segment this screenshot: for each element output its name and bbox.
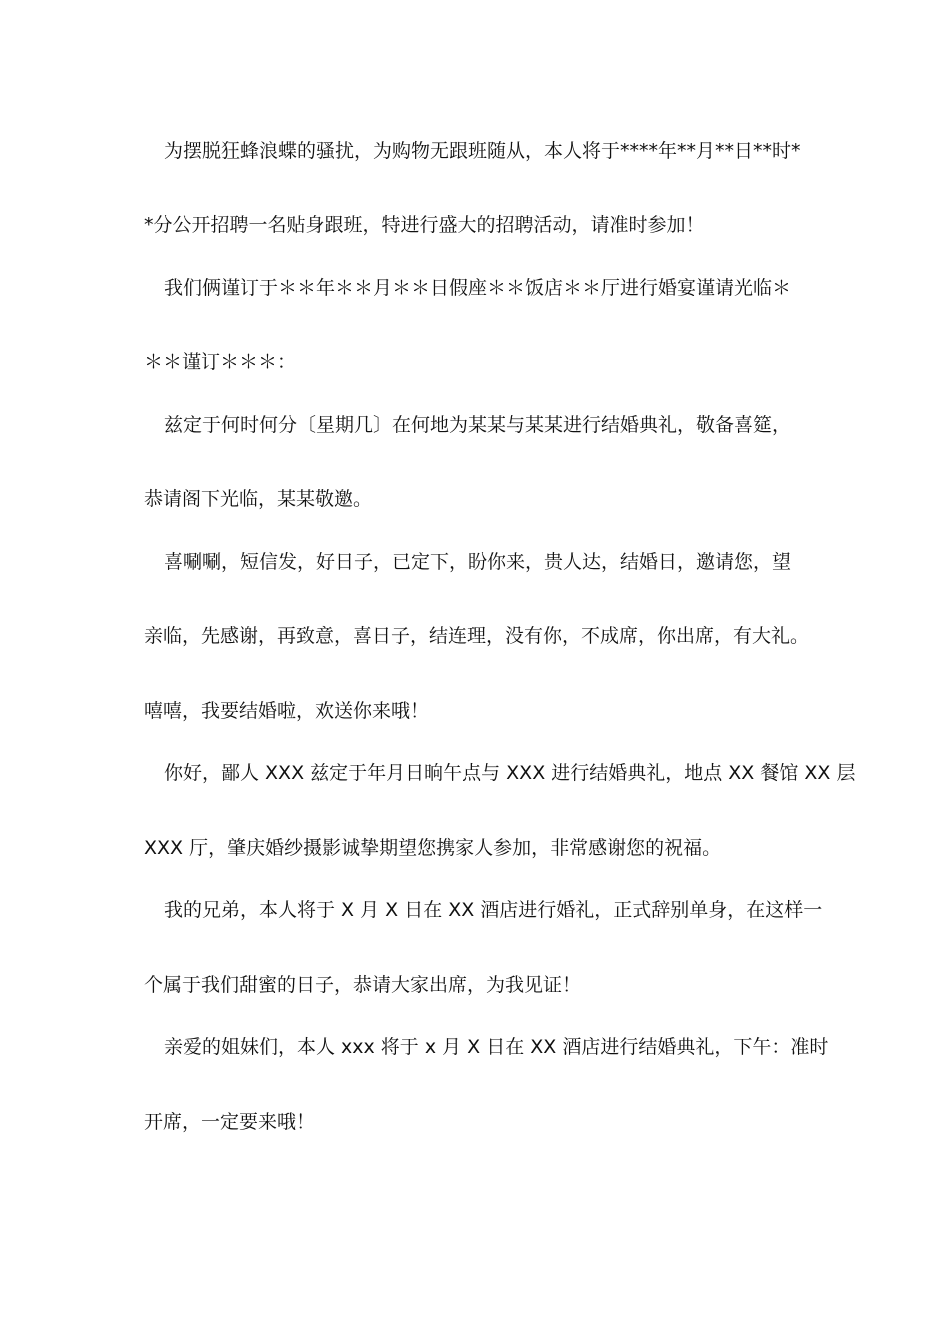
line-text: 嘻嘻，我要结婚啦，欢送你来哦！ bbox=[144, 700, 430, 722]
line-text: 亲临，先感谢，再致意，喜日子，结连理，没有你，不成席，你出席，有大礼。 bbox=[144, 625, 810, 647]
line-text: *分公开招聘一名贴身跟班，特进行盛大的招聘活动，请准时参加！ bbox=[144, 214, 705, 236]
line-text: 恭请阁下光临，某某敬邀。 bbox=[144, 488, 373, 510]
line-text: 兹定于何时何分〔星期几〕在何地为某某与某某进行结婚典礼，敬备喜筵， bbox=[164, 414, 792, 436]
line-text: 你好，鄙人 XXX 兹定于年月日晌午点与 XXX 进行结婚典礼，地点 XX 餐馆 XX 层 bbox=[164, 762, 856, 784]
line-text: XXX 厅，肇庆婚纱摄影诚挚期望您携家人参加，非常感谢您的祝福。 bbox=[144, 837, 722, 859]
line-text: 个属于我们甜蜜的日子，恭请大家出席，为我见证！ bbox=[144, 974, 582, 996]
line-text: 亲爱的姐妹们，本人 xxx 将于 x 月 X 日在 XX 酒店进行结婚典礼，下午：准时 bbox=[164, 1036, 829, 1058]
line-text: 为摆脱狂蜂浪蝶的骚扰，为购物无跟班随从，本人将于****年**月**日**时* bbox=[164, 140, 801, 162]
line-text: 我们俩谨订于＊＊年＊＊月＊＊日假座＊＊饭店＊＊厅进行婚宴谨请光临＊ bbox=[164, 277, 792, 299]
line-text: 开席，一定要来哦！ bbox=[144, 1111, 316, 1133]
line-text: ＊＊谨订＊＊＊： bbox=[144, 351, 297, 373]
line-text: 我的兄弟，本人将于 X 月 X 日在 XX 酒店进行婚礼，正式辞别单身，在这样一 bbox=[164, 899, 823, 921]
line-text: 喜唰唰，短信发，好日子，已定下，盼你来，贵人达，结婚日，邀请您，望 bbox=[164, 551, 792, 573]
